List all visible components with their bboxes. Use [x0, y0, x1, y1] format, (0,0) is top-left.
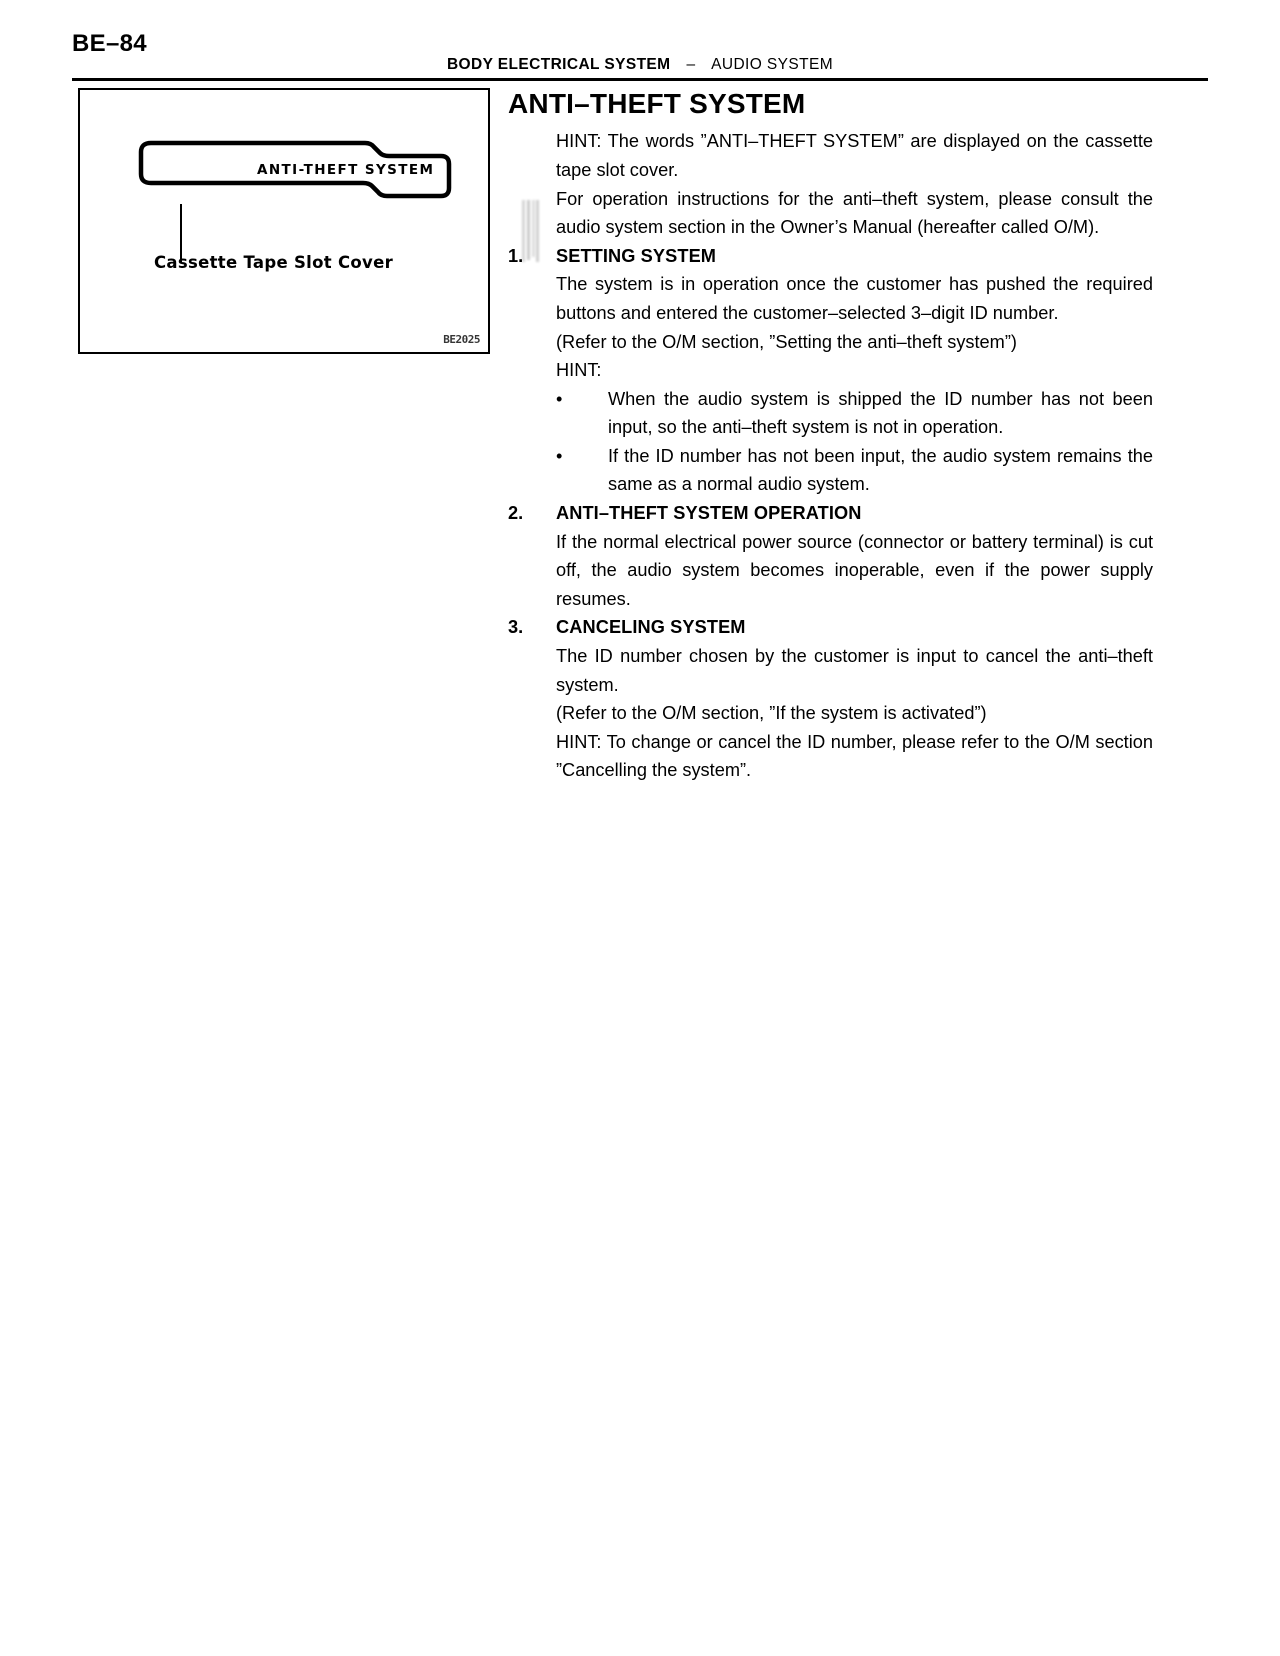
section-3-paragraph-3: HINT: To change or cancel the ID number, please refer to the O/M section ”Cancelling the system”. [556, 731, 1153, 781]
section-3-paragraph-1: The ID number chosen by the customer is input to cancel the anti–theft system. [556, 646, 1153, 695]
page-number: BE–84 [72, 30, 147, 57]
header-subsystem-name: AUDIO SYSTEM [711, 56, 834, 73]
section-3-heading: CANCELING SYSTEM [556, 617, 746, 638]
header-rule [72, 78, 1208, 81]
intro-paragraph-hint: HINT: The words ”ANTI–THEFT SYSTEM” are displayed on the cassette tape slot cover. [556, 131, 1153, 180]
figure-id-code: BE2025 [443, 333, 480, 346]
bullet-icon: • [556, 388, 563, 409]
section-3-paragraph-2: (Refer to the O/M section, ”If the system is activated”) [556, 703, 987, 724]
section-1-bullet-2-text: If the ID number has not been input, the audio system remains the same as a normal audio system. [608, 445, 1153, 495]
section-1-paragraph-1: The system is in operation once the customer has pushed the required buttons and entered the customer–selected 3–digit ID number. [556, 274, 1153, 323]
section-3-number: 3. [508, 617, 524, 638]
section-1-heading: SETTING SYSTEM [556, 245, 717, 266]
section-1-bullet-1 [508, 385, 1153, 442]
section-1-bullet-2 [508, 442, 1153, 499]
header-system-name: BODY ELECTRICAL SYSTEM [446, 56, 671, 73]
cassette-tape-slot-cover-illustration [137, 140, 452, 205]
page-title: ANTI–THEFT SYSTEM [508, 88, 806, 119]
section-2-paragraph-1: If the normal electrical power source (connector or battery terminal) is cut off, the audio system becomes inoperable, even if the power supply resumes. [556, 531, 1153, 609]
main-content [508, 88, 1153, 785]
slot-cover-label-text: ANTI-THEFT SYSTEM [257, 162, 435, 178]
figure-panel [78, 88, 490, 354]
section-1-paragraph-3: HINT: [556, 360, 602, 381]
bullet-icon: • [556, 445, 563, 466]
running-header [0, 56, 1280, 74]
section-3 [508, 613, 1153, 642]
header-separator: – [686, 56, 696, 73]
section-2-number: 2. [508, 503, 524, 524]
section-1-number: 1. [508, 245, 524, 266]
figure-caption: Cassette Tape Slot Cover [154, 253, 394, 272]
section-1 [508, 242, 1153, 271]
intro-paragraph-operation: For operation instructions for the anti–theft system, please consult the audio system section in the Owner’s Manual (hereafter called O/M). [556, 188, 1153, 238]
section-2 [508, 499, 1153, 528]
section-2-heading: ANTI–THEFT SYSTEM OPERATION [556, 503, 862, 524]
section-1-paragraph-2: (Refer to the O/M section, ”Setting the anti–theft system”) [556, 331, 1017, 352]
section-1-bullet-1-text: When the audio system is shipped the ID number has not been input, so the anti–theft system is not in operation. [608, 388, 1153, 438]
